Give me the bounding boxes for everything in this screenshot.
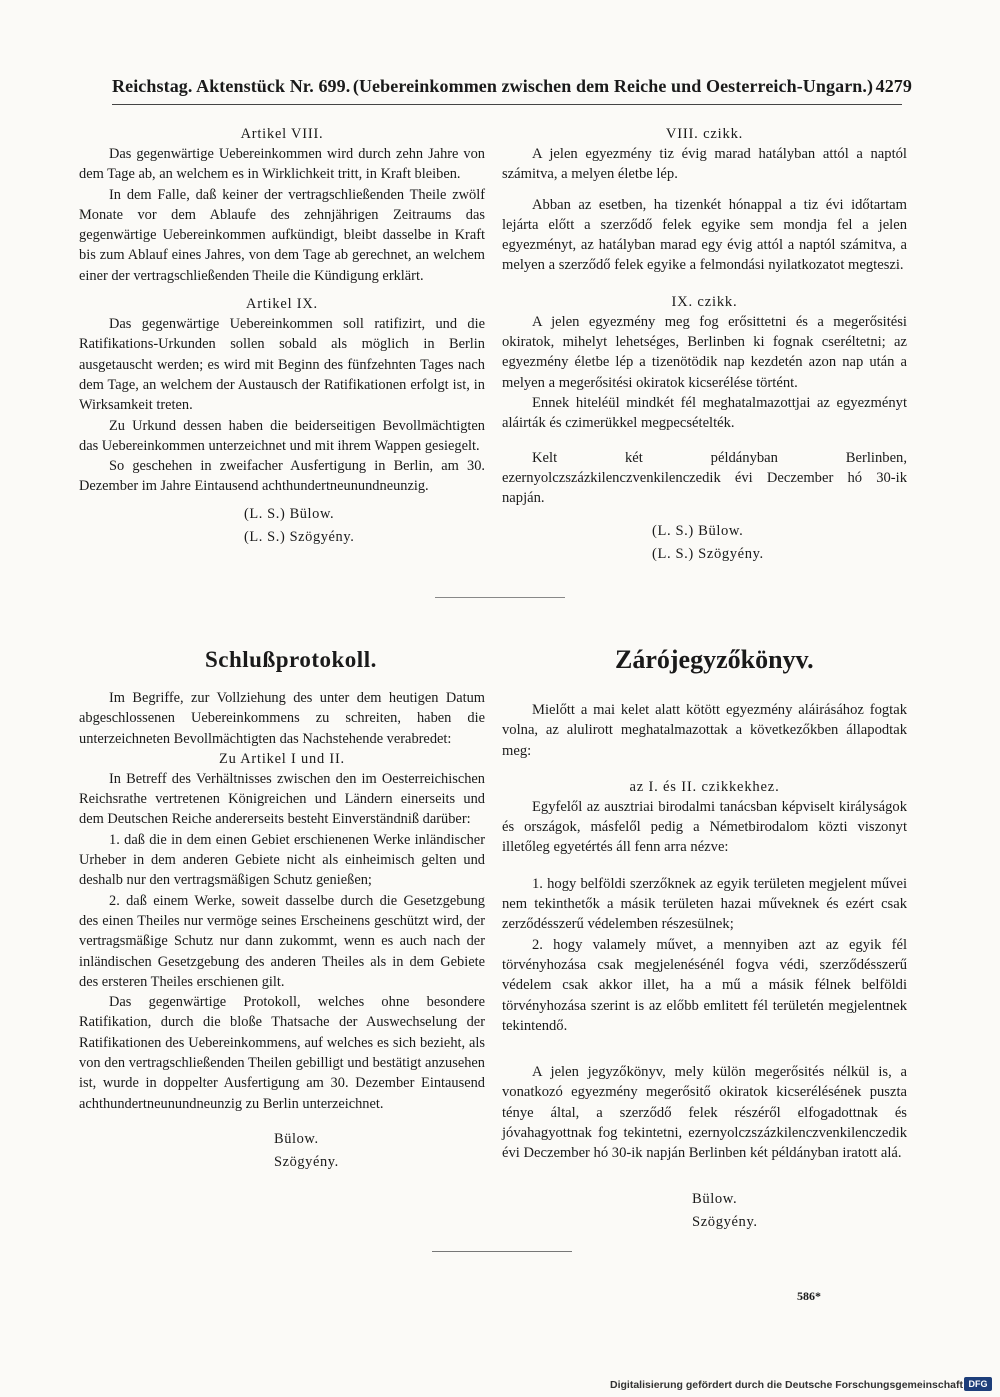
article-9-heading-de: Artikel IX. bbox=[246, 296, 318, 313]
protocol-item-1-hu: 1. hogy belföldi szerzőknek az egyik területen megjelent művei nem tekinthetők a másik területen hazai műveknek és ezért csak zerződésszerű védelemben részesülnek; bbox=[502, 875, 907, 933]
top-right-column bbox=[502, 124, 907, 566]
article-8-para-1-hu: A jelen egyezmény tiz évig marad hatályban attól a naptól számitva, a melyen életbe lép. bbox=[502, 146, 907, 183]
header-left: Reichstag. Aktenstück Nr. 699. bbox=[112, 76, 351, 96]
signature-1-hu: (L. S.) Bülow. bbox=[652, 523, 744, 540]
header-rule bbox=[112, 104, 902, 105]
protocol-closing-hu: A jelen jegyzőkönyv, mely külön megerősités nélkül is, a vonatkozó egyezmény megerősitő okiratok kicserélésének puszta ténye által, a szerződő felek részéről elfogadottnak és jóvahagyottnak fog tekintetni, ezernyolczszázkilenczvenkilenczedik évi Deczember hó 30-ik napján Berlinben két példányban iratott alá. bbox=[502, 1064, 907, 1162]
sheet-mark: 586* bbox=[797, 1289, 821, 1303]
article-9-para-2-hu: Ennek hiteléül mindkét fél meghatalmazottjai az egyezményt aláirták és czimerükkel megpecsételték. bbox=[502, 394, 907, 432]
protocol-signature-2-hu: Szögyény. bbox=[692, 1213, 758, 1230]
bottom-rule bbox=[432, 1251, 572, 1252]
top-left-column bbox=[79, 124, 485, 549]
protocol-item-1-de: 1. daß die in dem einen Gebiet erschienenen Werke inländischer Urheber in dem anderen Gebiete nicht als einheimisch gelten und deshalb nur den vertragsmäßigen Schutz genießen; bbox=[79, 831, 485, 889]
article-9-para-2-de: Zu Urkund dessen haben die beiderseitigen Bevollmächtigten das Uebereinkommen unterzeichnet und mit ihrem Wappen gesiegelt. bbox=[79, 417, 485, 454]
protocol-intro-hu: Mielőtt a mai kelet alatt kötött egyezmény aláirásához fogtak volna, az alulirott meghatalmazottak a következőkben állapodtak meg: bbox=[502, 702, 907, 759]
protocol-signature-1-hu: Bülow. bbox=[692, 1190, 738, 1207]
protocol-signature-2-de: Szögyény. bbox=[274, 1153, 339, 1170]
article-9-heading-hu: IX. czikk. bbox=[671, 293, 738, 310]
protocol-item-2-de: 2. daß einem Werke, soweit dasselbe durch die Gesetzgebung des einen Theiles nur vermöge seines Erscheinens geschützt wird, der vertragsmäßige Schutz nur dann zukommt, wenn es auch nach der inländischen Gesetzgebung des anderen Theiles als in dem Gebiete des ersteren Theiles erschienen gilt. bbox=[79, 892, 485, 990]
signature-2-hu: (L. S.) Szögyény. bbox=[652, 546, 764, 563]
closing-protocol-title-de: Schlußprotokoll. bbox=[205, 647, 377, 672]
protocol-para-1-de: In Betreff des Verhältnisses zwischen den im Oesterreichischen Reichsrathe vertretenen Königreichen und Ländern einerseits und dem Deutschen Reiche andererseits besteht Einverständniß darüber: bbox=[79, 770, 485, 828]
protocol-subheading-hu: az I. és II. czikkekhez. bbox=[629, 778, 780, 795]
dfg-logo: DFG bbox=[964, 1377, 992, 1391]
protocol-signature-1-de: Bülow. bbox=[274, 1130, 319, 1147]
protocol-signatures-hu bbox=[502, 1188, 907, 1234]
protocol-subheading-de: Zu Artikel I und II. bbox=[219, 750, 345, 767]
signatures-de bbox=[79, 503, 485, 549]
article-8-heading-hu: VIII. czikk. bbox=[665, 126, 744, 142]
header-center: (Uebereinkommen zwischen dem Reiche und Oesterreich-Ungarn.) bbox=[352, 76, 874, 96]
article-8-para-2-hu: Abban az esetben, ha tizenkét hónappal a tiz évi időtartam lejárta előtt a szerződő felek egyike sem mondja fel a jelen egyezményt, az hatályban marad egy évig attól a naptól számitva, a melyen a szerződő felek egyike a felmondási nyilatkozatot megteszi. bbox=[502, 196, 907, 274]
protocol-closing-de: Das gegenwärtige Protokoll, welches ohne besondere Ratifikation, durch die bloße Thatsache der Auswechselung der Ratifikationen des Uebereinkommens, auf welches es sich bezieht, als von den vertragschließenden Theilen gebilligt und bestätigt anzusehen ist, wurde in doppelter Ausfertigung am 30. Dezember Eintausend achthundertneunundneunzig zu Berlin unterzeichnet. bbox=[79, 994, 485, 1112]
protocol-item-2-hu: 2. hogy valamely művet, a mennyiben azt az egyik fél törvényhozása csak megjelenésénél fogva védi, szerződésszerű védelem csak akkor illet, ha a mű a másik félnek belföldi törvényhozása szerint is az előbb emlitett fél területén megjelentnek tekintendő. bbox=[502, 936, 907, 1034]
signature-1-de: (L. S.) Bülow. bbox=[244, 505, 335, 522]
article-9-para-3-de: So geschehen in zweifacher Ausfertigung in Berlin, am 30. Dezember im Jahre Eintausend achthundertneunundneunzig. bbox=[79, 458, 485, 495]
protocol-intro-de: Im Begriffe, zur Vollziehung des unter dem heutigen Datum abgeschlossenen Uebereinkommens zu schreiten, haben die unterzeichneten Bevollmächtigten das Nachstehende verabredet: bbox=[79, 690, 485, 747]
running-header bbox=[112, 74, 912, 98]
signatures-hu bbox=[502, 520, 907, 566]
article-9-para-3-hu: Kelt két példányban Berlinben, ezernyolczszázkilenczvenkilenczedik évi Deczember hó 30-ik napján. bbox=[502, 449, 907, 507]
bottom-left-column bbox=[79, 688, 485, 1174]
article-9-para-1-de: Das gegenwärtige Uebereinkommen soll ratifizirt, und die Ratifikations-Urkunden sollen sobald als möglich in Berlin ausgetauscht werden; es wird mit Beginn des fünfzehnten Tages nach dem Tage, an welchem der Austausch der Ratifikationen erfolgt ist, in Wirksamkeit treten. bbox=[79, 316, 485, 414]
article-8-para-1-de: Das gegenwärtige Uebereinkommen wird durch zehn Jahre von dem Tage ab, an welchem es in Wirklichkeit tritt, in Kraft bleiben. bbox=[79, 146, 485, 183]
protocol-signatures-de bbox=[79, 1128, 485, 1174]
closing-protocol-title-hu: Zárójegyzőkönyv. bbox=[615, 645, 814, 674]
header-page-number: 4279 bbox=[875, 76, 912, 96]
bottom-right-column bbox=[502, 700, 907, 1234]
section-divider bbox=[435, 597, 565, 598]
signature-2-de: (L. S.) Szögyény. bbox=[244, 528, 355, 545]
article-8-para-2-de: In dem Falle, daß keiner der vertragschließenden Theile zwölf Monate vor dem Ablaufe des zehnjährigen Zeitraums das gegenwärtige Uebereinkommen aufkündigt, bleibt dasselbe in Kraft bis zum Ablauf eines Jahres, von dem Tage ab gerechnet, an welchem einer der vertragschließenden Theile die Kündigung erklärt. bbox=[79, 186, 485, 284]
protocol-para-1-hu: Egyfelől az ausztriai birodalmi tanácsban képviselt királyságok és országok, másfelől pedig a Németbirodalom közti viszonyt illetőleg egyetértés áll fenn arra nézve: bbox=[502, 798, 907, 856]
article-9-para-1-hu: A jelen egyezmény meg fog erősittetni és a megerősitési okiratok, mihelyt lehetséges, Berlinben ki fognak cseréltetni; az egyezmény életbe lép a tizenötödik nap kezdetén azon nap után a melyen a megerősitési okiratok kicserélése történt. bbox=[502, 313, 907, 391]
digitization-credit: Digitalisierung gefördert durch die Deutsche Forschungsgemeinschaft bbox=[610, 1379, 963, 1391]
article-8-heading-de: Artikel VIII. bbox=[240, 126, 324, 142]
